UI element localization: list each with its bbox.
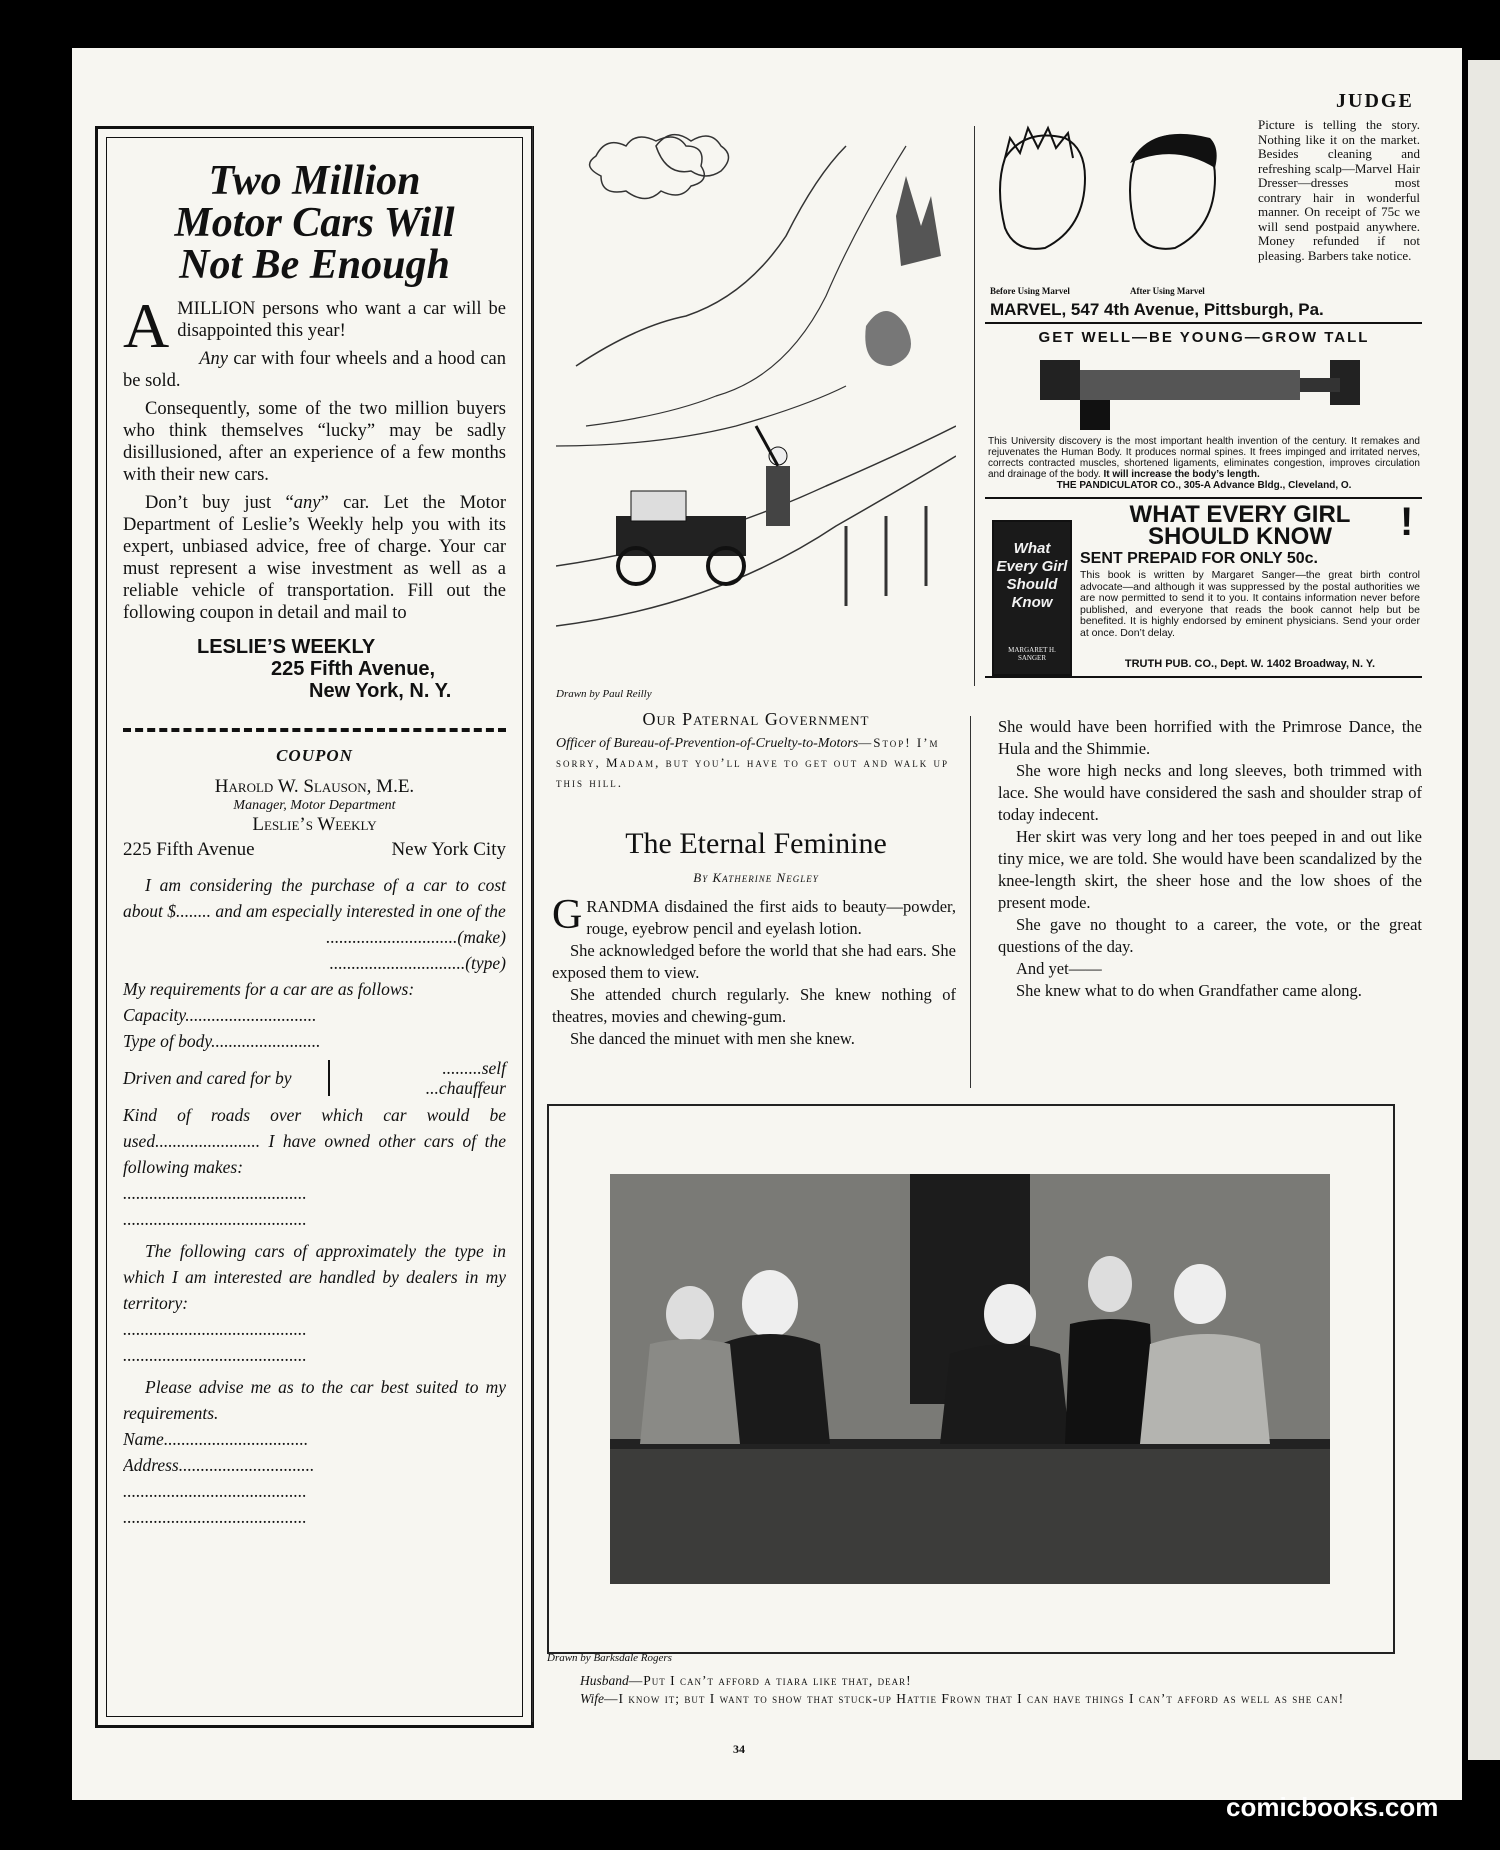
driven-label: Driven and cared for by (123, 1068, 292, 1088)
getwell-body (988, 436, 1420, 491)
wegs-body: This book is written by Margaret Sanger—the great birth control advocate—and although it was suppressed by the postal authorities we are now permitted to send it to you. It contains information never before published, and everyone that reads the book cannot help but be benefited. It is highly endorsed by eminent physicians. Send your order at once. Don’t delay. (1080, 569, 1420, 639)
coupon-field-blank[interactable]: .......................................... (123, 1507, 307, 1527)
coupon-field-price[interactable]: I am considering the purchase of a car to cost about $........ and am especially interested in one of the (123, 875, 506, 921)
ad-divider (985, 497, 1422, 499)
husband-line (560, 1672, 1410, 1690)
coupon-field-blank[interactable]: .......................................... (123, 1183, 307, 1203)
getwell-headline: GET WELL—BE YOUNG—GROW TALL (1038, 329, 1370, 346)
column-rule (970, 716, 971, 1088)
ad-text: car with four wheels and a hood can be sold. (123, 349, 506, 391)
coupon-field-address[interactable]: Address............................... (123, 1455, 315, 1475)
ad-paragraph: Consequently, some of the two million buyers who think themselves “lucky” may be sadly disillusioned, after an experience of a few months with their new cars. (123, 399, 506, 485)
cartoon-title: Our Paternal Government (642, 709, 870, 729)
story-paragraph: She knew what to do when Grandfather came along. (1016, 981, 1362, 1000)
story-paragraph: She acknowledged before the world that she had ears. She exposed them to view. (552, 941, 956, 982)
coupon-field-capacity[interactable]: Capacity.............................. (123, 1005, 317, 1025)
option-chauffeur[interactable]: ...chauffeur (425, 1078, 506, 1098)
story-title: The Eternal Feminine (625, 827, 887, 860)
wegs-head-line: SHOULD KNOW (1148, 523, 1332, 550)
ad-headline (123, 160, 506, 286)
address-line: New York, N. Y. (309, 680, 452, 702)
coupon-field-blank[interactable]: .......................................... (123, 1209, 307, 1229)
wegs-headline (1080, 501, 1400, 550)
story-paragraph: She gave no thought to a career, the vote, or the great questions of the day. (998, 915, 1422, 956)
head-after (1130, 134, 1217, 249)
address-line: LESLIE’S WEEKLY (197, 636, 376, 658)
caption-speaker: Officer of Bureau-of-Prevention-of-Cruelty-to-Motors (556, 736, 859, 751)
story-byline: By Katherine Negley (693, 870, 819, 885)
brace (328, 1060, 336, 1096)
after-caption: After Using Marvel (1130, 286, 1205, 296)
ad-text: Any (199, 349, 228, 369)
book-title-line: Should (1006, 576, 1058, 593)
speaker: Wife (580, 1691, 604, 1706)
coupon-field-driven[interactable] (123, 1058, 506, 1098)
story-text: RANDMA disdained the first aids to beauty—powder, rouge, eyebrow pencil and eyelash lotion. (586, 897, 956, 938)
cartoon-caption (560, 1672, 1410, 1708)
coupon-addressee: Harold W. Slauson, M.E. (214, 776, 415, 797)
wegs-price: SENT PREPAID FOR ONLY 50c. (1080, 550, 1318, 567)
driven-options (342, 1058, 506, 1098)
coupon-advise-label: Please advise me as to the car best suited to my requirements. (123, 1377, 506, 1423)
coupon-field-blank[interactable]: .......................................... (123, 1481, 307, 1501)
ad-paragraph (123, 492, 506, 624)
coupon-field-body[interactable]: Type of body......................... (123, 1031, 321, 1051)
coupon-field-blank[interactable]: .......................................... (123, 1319, 307, 1339)
option-self[interactable]: .........self (442, 1058, 506, 1078)
police-officer (756, 426, 790, 526)
story-paragraph: Her skirt was very long and her toes peeped in and out like tiny mice, we are told. She would have been scandalized by the knee-length skirt, the sheer hose and the low shoes of the present mode. (998, 827, 1422, 912)
ad-text: MILLION persons who want a car will be disappointed this year! (177, 299, 506, 341)
coupon-field-name[interactable]: Name................................. (123, 1429, 309, 1449)
magazine-title: JUDGE (1336, 90, 1414, 112)
coupon-requirements-label: My requirements for a car are as follows: (123, 979, 415, 999)
story-paragraph: She attended church regularly. She knew nothing of theatres, movies and chewing-gum. (552, 985, 956, 1026)
book-title (994, 540, 1070, 612)
story-paragraph (552, 892, 956, 940)
story-paragraph: She would have been horrified with the Primrose Dance, the Hula and the Shimmie. (998, 717, 1422, 758)
marvel-address: MARVEL, 547 4th Avenue, Pittsburgh, Pa. (990, 300, 1324, 319)
cartoon-credit: Drawn by Paul Reilly (556, 688, 652, 700)
ad-text: Don’t buy just “ (145, 493, 294, 513)
wife-line (560, 1690, 1410, 1708)
book-cover (992, 520, 1072, 676)
exclamation: ! (1400, 500, 1414, 544)
hill-car-cartoon (556, 126, 956, 682)
marvel-ad-text: Picture is telling the story. Nothing like it on the market. Besides cleaning and refreshing scalp—Marvel Hair Dresser—dresses most contrary hair in wonderful manner. On receipt of 75c we will send postpaid anywhere. Money refunded if not pleasing. Barbers take notice. (1258, 117, 1420, 263)
story-paragraph: She danced the minuet with men she knew. (570, 1029, 855, 1048)
dialogue: —I know it; but I want to show that stuck-up Hattie Frown that I can have things I can’t afford as well as she can! (604, 1691, 1345, 1706)
coupon-field-type[interactable]: ...............................(type) (329, 953, 506, 973)
theater-box-cartoon (610, 1174, 1330, 1584)
getwell-text: This University discovery is the most important health invention of the century. It remakes and rejuvenates the Human Body. It produces normal spines. It frees impinged and irritated nerves, corrects contracted muscles, shortened ligaments, eliminates congestion, improves circulation and drainage of the body. (988, 436, 1420, 480)
before-caption: Before Using Marvel (990, 286, 1070, 296)
car (616, 491, 746, 584)
cartoon-caption (556, 733, 956, 793)
story-paragraph: And yet—— (1016, 959, 1102, 978)
book-title-line: Every Girl (996, 558, 1068, 575)
ad-text: ” car. Let the Motor Department of Leslie’s Weekly help you with its expert, unbiased advice, free of charge. Your car must represent a wise investment as well as a reliable vehicle of transportation. Fill out the following coupon in detail and mail to (123, 493, 506, 623)
dialogue: —Put I can’t afford a tiara like that, dear! (628, 1673, 912, 1688)
ad-divider (985, 322, 1422, 324)
caption-line: —Stop! I’m sorry, Madam, but you’ll have to get out and walk up this hill. (556, 735, 950, 790)
pandiculator-illustration (1030, 350, 1370, 434)
book-title-line: What (1013, 540, 1051, 557)
drop-cap: G (552, 892, 583, 938)
getwell-address: THE PANDICULATOR CO., 305-A Advance Bldg., Cleveland, O. (1056, 480, 1352, 491)
watermark: comicbooks.com (1226, 1792, 1439, 1822)
ad-text: any (293, 493, 321, 513)
ad-inner-border (106, 137, 523, 1717)
book-author: MARGARET H. SANGER (1008, 646, 1056, 662)
getwell-bold: It will increase the body’s length. (1100, 469, 1260, 480)
book-title-line: Know (1011, 594, 1053, 611)
coupon-field-make[interactable]: ..............................(make) (326, 927, 506, 947)
coupon-address (123, 838, 506, 862)
marvel-hair-illustration (985, 118, 1235, 288)
leslies-weekly-ad (95, 126, 534, 1728)
drop-cap: A (123, 290, 170, 361)
ad-paragraph (123, 348, 506, 392)
coupon-paper: Leslie’s Weekly (252, 814, 377, 835)
next-page-edge (1468, 60, 1500, 1760)
coupon-cut-line (123, 728, 506, 732)
coupon-street: 225 Fifth Avenue (123, 839, 255, 860)
page-number: 34 (733, 1742, 745, 1756)
story-column-1 (552, 892, 956, 1050)
coupon-title: Manager, Motor Department (233, 798, 396, 813)
column-rule (532, 126, 533, 1722)
column-rule (974, 126, 975, 686)
headline-line: Motor Cars Will (174, 200, 455, 246)
coupon-city: New York City (391, 839, 506, 860)
coupon-field-roads[interactable]: Kind of roads over which car would be used........................ I have owned other cars of the following makes: (123, 1105, 506, 1177)
cartoon-credit: Drawn by Barksdale Rogers (547, 1652, 672, 1664)
head-before (1000, 128, 1085, 249)
wegs-head-line: WHAT EVERY GIRL (1129, 501, 1351, 528)
coupon-heading: COUPON (276, 746, 353, 765)
story-paragraph: She wore high necks and long sleeves, both trimmed with lace. She would have considered the sash and shoulder strap of today indecent. (998, 761, 1422, 824)
ad-divider (985, 676, 1422, 678)
mailing-address (123, 636, 506, 702)
address-line: 225 Fifth Avenue, (271, 658, 436, 680)
speaker: Husband (580, 1673, 629, 1688)
coupon-field-blank[interactable]: .......................................... (123, 1345, 307, 1365)
wegs-address: TRUTH PUB. CO., Dept. W. 1402 Broadway, N. Y. (1124, 658, 1376, 670)
headline-line: Two Million (208, 158, 421, 204)
coupon-dealers-label: The following cars of approximately the type in which I am interested are handled by dealers in my territory: (123, 1241, 506, 1313)
story-column-2 (998, 716, 1422, 1002)
headline-line: Not Be Enough (179, 242, 450, 288)
